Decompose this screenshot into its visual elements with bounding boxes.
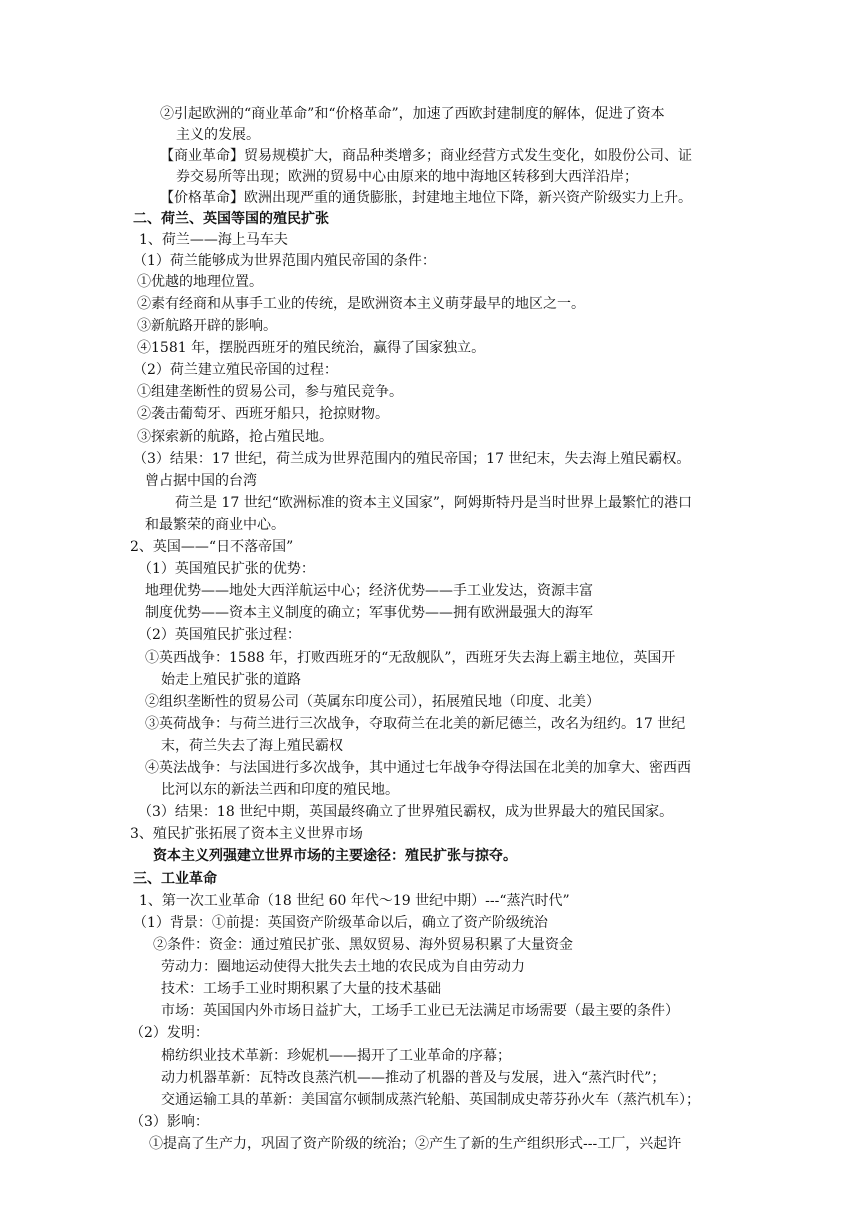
list-item: ②袭击葡萄牙、西班牙船只，抢掠财物。 xyxy=(137,406,389,422)
text-line: 技术：工场手工业时期积累了大量的技术基础 xyxy=(161,981,441,997)
list-item: ②素有经商和从事手工业的传统，是欧洲资本主义萌芽最早的地区之一。 xyxy=(137,296,585,312)
subsection-heading: 3、殖民扩张拓展了资本主义世界市场 xyxy=(130,826,363,842)
text-line: （2）荷兰建立殖民帝国的过程： xyxy=(133,362,338,378)
list-item: ①提高了生产力，巩固了资产阶级的统治；②产生了新的生产组织形式---工厂，兴起许 xyxy=(149,1136,682,1152)
list-item: ③新航路开辟的影响。 xyxy=(137,318,277,334)
text-line: 和最繁荣的商业中心。 xyxy=(145,517,285,533)
list-item: ③探索新的航路，抢占殖民地。 xyxy=(137,429,333,445)
list-item: ④英法战争：与法国进行多次战争，其中通过七年战争夺得法国在北美的加拿大、密西西 xyxy=(145,760,691,776)
text-line: 【商业革命】贸易规模扩大，商品种类增多；商业经营方式发生变化，如股份公司、证 xyxy=(160,148,692,164)
list-item: ③英荷战争：与荷兰进行三次战争，夺取荷兰在北美的新尼德兰，改名为纽约。17 世纪 xyxy=(145,716,686,732)
list-item: ①组建垄断性的贸易公司，参与殖民竞争。 xyxy=(137,384,403,400)
text-line: 动力机器革新：瓦特改良蒸汽机——推动了机器的普及与发展，进入“蒸汽时代”； xyxy=(161,1070,666,1086)
text-line: 劳动力：圈地运动使得大批失去土地的农民成为自由劳动力 xyxy=(161,959,525,975)
text-line: （1）荷兰能够成为世界范围内殖民帝国的条件： xyxy=(133,253,436,269)
text-line: 地理优势——地处大西洋航运中心；经济优势——手工业发达，资源丰富 xyxy=(145,583,593,599)
text-line: 末，荷兰失去了海上殖民霸权 xyxy=(161,738,343,754)
text-line: 棉纺织业技术革新：珍妮机——揭开了工业革命的序幕； xyxy=(161,1048,511,1064)
text-line: 比河以东的新法兰西和印度的殖民地。 xyxy=(161,782,399,798)
text-line: （1）英国殖民扩张的优势： xyxy=(138,561,315,577)
list-item: ①优越的地理位置。 xyxy=(137,274,263,290)
bold-statement: 资本主义列强建立世界市场的主要途径：殖民扩张与掠夺。 xyxy=(153,848,517,864)
text-line: 曾占据中国的台湾 xyxy=(145,473,257,489)
list-item: ①英西战争：1588 年，打败西班牙的“无敌舰队”，西班牙失去海上霸主地位，英国开 xyxy=(145,650,676,666)
text-line: 荷兰是 17 世纪“欧洲标准的资本主义国家”，阿姆斯特丹是当时世界上最繁忙的港口 xyxy=(175,495,693,511)
text-line: 券交易所等出现；欧洲的贸易中心由原来的地中海地区转移到大西洋沿岸； xyxy=(176,169,638,185)
text-line: 主义的发展。 xyxy=(176,127,260,143)
subsection-heading: 1、第一次工业革命（18 世纪 60 年代～19 世纪中期）---“蒸汽时代” xyxy=(139,893,570,909)
text-line: 制度优势——资本主义制度的确立；军事优势——拥有欧洲最强大的海军 xyxy=(145,605,593,621)
text-line: 交通运输工具的革新：美国富尔顿制成蒸汽轮船、英国制成史蒂芬孙火车（蒸汽机车）； xyxy=(161,1092,700,1108)
list-item: ④1581 年，摆脱西班牙的殖民统治，赢得了国家独立。 xyxy=(137,340,486,356)
text-line: ②条件：资金：通过殖民扩张、黑奴贸易、海外贸易积累了大量资金 xyxy=(153,937,573,953)
text-line: （3）结果：18 世纪中期，英国最终确立了世界殖民霸权，成为世界最大的殖民国家。 xyxy=(138,804,674,820)
subsection-heading: 1、荷兰——海上马车夫 xyxy=(139,232,288,248)
text-line: ②引起欧洲的“商业革命”和“价格革命”，加速了西欧封建制度的解体，促进了资本 xyxy=(160,106,665,122)
text-line: （2）英国殖民扩张过程： xyxy=(138,627,301,643)
subsection-heading: 2、英国——“日不落帝国” xyxy=(130,539,294,555)
text-line: （3）影响： xyxy=(130,1114,209,1130)
text-line: 始走上殖民扩张的道路 xyxy=(161,672,301,688)
text-line: （3）结果：17 世纪，荷兰成为世界范围内的殖民帝国；17 世纪末，失去海上殖民霸权。 xyxy=(133,451,691,467)
section-heading: 二、荷兰、英国等国的殖民扩张 xyxy=(133,211,329,227)
section-heading: 三、工业革命 xyxy=(133,871,217,887)
text-line: （1）背景：①前提：英国资产阶级革命以后，确立了资产阶级统治 xyxy=(133,915,548,931)
text-line: 市场：英国国内外市场日益扩大，工场手工业已无法满足市场需要（最主要的条件） xyxy=(161,1003,679,1019)
text-line: 【价格革命】欧洲出现严重的通货膨胀，封建地主地位下降，新兴资产阶级实力上升。 xyxy=(160,190,692,206)
text-line: （2）发明： xyxy=(130,1025,209,1041)
list-item: ②组织垄断性的贸易公司（英属东印度公司），拓展殖民地（印度、北美） xyxy=(145,694,600,710)
